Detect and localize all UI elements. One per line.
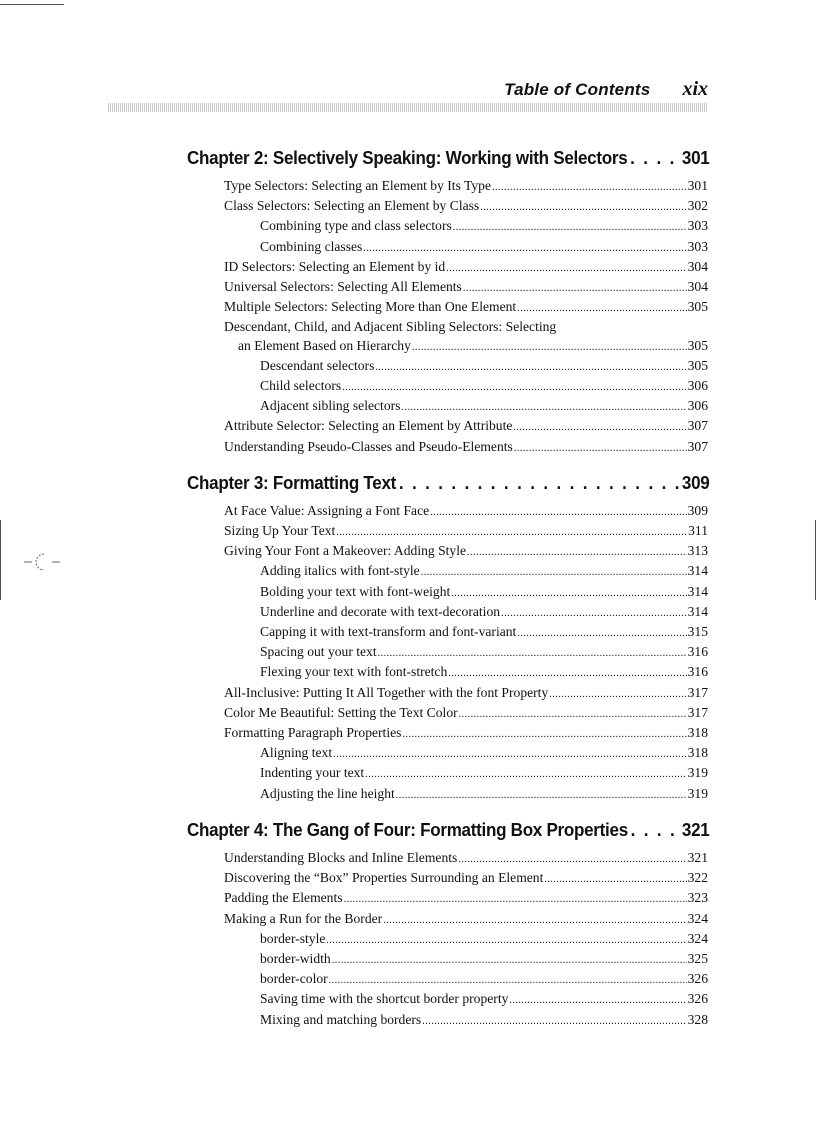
- chapter-3-group: [187, 472, 708, 805]
- entry-title: Capping it with text-transform and font-variant: [260, 624, 517, 640]
- entry-page: 307: [687, 418, 708, 434]
- entry-title: border-color: [260, 971, 328, 987]
- dot-leader: [514, 440, 687, 458]
- toc-entry[interactable]: [187, 869, 708, 889]
- entry-page: 316: [687, 664, 708, 680]
- entry-title: Indenting your text: [260, 765, 365, 781]
- header-title: Table of Contents: [504, 80, 651, 99]
- dot-leader: [421, 564, 687, 582]
- entry-title: Class Selectors: Selecting an Element by Class: [224, 198, 480, 214]
- toc-entry[interactable]: [187, 950, 708, 970]
- chapter-heading[interactable]: [187, 147, 709, 169]
- toc-entry[interactable]: [187, 318, 708, 336]
- entry-title: Adding italics with font-style: [260, 563, 420, 579]
- dot-leader: [363, 240, 686, 258]
- entry-title: Adjacent sibling selectors: [260, 398, 401, 414]
- dot-leader: [329, 972, 687, 990]
- dot-leader: [333, 746, 686, 764]
- entry-page: 305: [687, 337, 708, 353]
- entry-page: 307: [687, 438, 708, 454]
- entry-page: 324: [687, 930, 708, 946]
- dot-leader: [446, 260, 686, 278]
- entry-title: border-width: [260, 950, 331, 966]
- entry-title: Child selectors: [260, 378, 342, 394]
- toc-entry[interactable]: [187, 910, 708, 930]
- toc-entry[interactable]: [187, 849, 708, 869]
- dot-leader: [492, 179, 687, 197]
- entry-title: Giving Your Font a Makeover: Adding Style: [224, 543, 467, 559]
- entry-title: Multiple Selectors: Selecting More than One Element: [224, 299, 517, 315]
- entry-page: 314: [687, 583, 708, 599]
- entry-page: 305: [687, 357, 708, 373]
- entry-page: 326: [687, 991, 708, 1007]
- dot-leader: [453, 219, 687, 237]
- entry-title: Saving time with the shortcut border property: [260, 991, 509, 1007]
- dot-leader: [467, 544, 687, 562]
- entry-title: border-style: [260, 930, 326, 946]
- entry-page: 326: [687, 971, 708, 987]
- entry-page: 314: [687, 603, 708, 619]
- dot-leader: [448, 665, 686, 683]
- crop-mark-top: [0, 4, 64, 5]
- chapter-title: Chapter 2: Selectively Speaking: Working with Selectors: [187, 147, 628, 168]
- chapter-title: Chapter 3: Formatting Text: [187, 471, 397, 493]
- dot-leader: [451, 585, 686, 603]
- entry-page: 306: [687, 378, 708, 394]
- entry-page: 302: [687, 198, 708, 214]
- toc-entry[interactable]: [187, 562, 708, 582]
- entry-page: 303: [687, 238, 708, 254]
- dot-leader: [513, 419, 686, 437]
- toc-entry-continuation[interactable]: [187, 337, 708, 357]
- registration-mark-icon: [24, 552, 64, 572]
- dot-leader: [422, 1013, 686, 1031]
- dot-leader: [480, 199, 686, 217]
- toc-entry[interactable]: [187, 684, 708, 704]
- toc-entry[interactable]: [187, 417, 708, 437]
- toc-entry[interactable]: [187, 278, 708, 298]
- entry-page: 318: [687, 745, 708, 761]
- dot-leader: [402, 726, 686, 744]
- toc-entry[interactable]: [187, 197, 708, 217]
- dot-leader: [544, 871, 686, 889]
- entry-title: Attribute Selector: Selecting an Element by Attribute: [224, 418, 513, 434]
- toc-entry[interactable]: [187, 522, 708, 542]
- toc-entry[interactable]: [187, 724, 708, 744]
- entry-title: Flexing your text with font-stretch: [260, 664, 448, 680]
- toc-entry[interactable]: [187, 603, 708, 623]
- entry-title: Universal Selectors: Selecting All Elements: [224, 279, 462, 295]
- entry-title: ID Selectors: Selecting an Element by id: [224, 258, 446, 274]
- dot-leader: [396, 787, 687, 805]
- toc-entry[interactable]: [187, 177, 708, 197]
- toc-entry[interactable]: [187, 930, 708, 950]
- toc-entry[interactable]: [187, 298, 708, 318]
- entry-page: 319: [687, 765, 708, 781]
- dot-leader: [326, 932, 686, 950]
- toc-entry[interactable]: [187, 583, 708, 603]
- entry-title: Making a Run for the Border: [224, 910, 383, 926]
- dot-leader: [342, 379, 686, 397]
- dot-leader: [412, 339, 687, 357]
- entry-page: 305: [687, 299, 708, 315]
- dot-leader: [631, 819, 679, 841]
- toc-entry[interactable]: [187, 623, 708, 643]
- entry-title: Combining classes: [260, 238, 363, 254]
- dot-leader: [501, 605, 687, 623]
- entry-page: 321: [687, 849, 708, 865]
- entry-page: 306: [687, 398, 708, 414]
- dot-leader: [517, 625, 686, 643]
- toc-entry[interactable]: [187, 1011, 708, 1031]
- toc-entry[interactable]: [187, 357, 708, 377]
- entry-page: 324: [687, 910, 708, 926]
- dot-leader: [378, 645, 687, 663]
- chapter-page: 309: [681, 471, 710, 493]
- entry-page: 315: [687, 624, 708, 640]
- entry-title: Understanding Pseudo-Classes and Pseudo-Elements: [224, 438, 513, 454]
- dot-leader: [375, 359, 686, 377]
- dot-leader: [401, 399, 686, 417]
- dot-leader: [458, 851, 686, 869]
- dot-leader: [517, 300, 686, 318]
- entry-page: 304: [687, 279, 708, 295]
- entry-page: 323: [687, 890, 708, 906]
- entry-title: At Face Value: Assigning a Font Face: [224, 502, 430, 518]
- entry-page: 304: [687, 258, 708, 274]
- entry-page: 322: [687, 870, 708, 886]
- toc-entry[interactable]: [187, 970, 708, 990]
- entry-title: Mixing and matching borders: [260, 1011, 422, 1027]
- dot-leader: [336, 524, 687, 542]
- toc-entry[interactable]: [187, 744, 708, 764]
- dot-leader: [430, 504, 686, 522]
- dot-leader: [630, 147, 679, 169]
- dot-leader: [399, 472, 679, 494]
- entry-title: Descendant, Child, and Adjacent Sibling Selectors: Selecting: [224, 319, 557, 335]
- toc-entry[interactable]: [187, 785, 708, 805]
- header-rule: [108, 103, 708, 112]
- dot-leader: [459, 706, 687, 724]
- toc-entry[interactable]: [187, 704, 708, 724]
- toc-entry[interactable]: [187, 217, 708, 237]
- entry-title: an Element Based on Hierarchy: [238, 337, 411, 353]
- toc-entry[interactable]: [187, 258, 708, 278]
- entry-title: Bolding your text with font-weight: [260, 583, 451, 599]
- chapter-heading[interactable]: [187, 819, 709, 841]
- toc-entry[interactable]: [187, 397, 708, 417]
- entry-page: 317: [687, 684, 708, 700]
- entry-page: 317: [687, 704, 708, 720]
- entry-title: Adjusting the line height: [260, 785, 395, 801]
- toc-entry[interactable]: [187, 663, 708, 683]
- chapter-2-group: [187, 147, 708, 458]
- entry-title: Formatting Paragraph Properties: [224, 725, 402, 741]
- chapter-heading[interactable]: [187, 472, 709, 494]
- toc-entry[interactable]: [187, 542, 708, 562]
- toc-entry[interactable]: [187, 238, 708, 258]
- entry-title: Descendant selectors: [260, 357, 375, 373]
- toc-entry[interactable]: [187, 764, 708, 784]
- entry-page: 316: [687, 644, 708, 660]
- dot-leader: [549, 686, 686, 704]
- entry-title: Combining type and class selectors: [260, 218, 452, 234]
- entry-title: Aligning text: [260, 745, 333, 761]
- toc-entry[interactable]: [187, 438, 708, 458]
- toc-entry[interactable]: [187, 502, 708, 522]
- chapter-title: Chapter 4: The Gang of Four: Formatting Box Properties: [187, 818, 628, 840]
- entry-title: Color Me Beautiful: Setting the Text Color: [224, 704, 458, 720]
- chapter-page: 301: [681, 147, 710, 168]
- entry-title: Padding the Elements: [224, 890, 343, 906]
- dot-leader: [332, 952, 687, 970]
- entry-title: Type Selectors: Selecting an Element by Its Type: [224, 178, 492, 193]
- entry-title: Understanding Blocks and Inline Elements: [224, 849, 458, 865]
- entry-page: 325: [687, 950, 708, 966]
- entry-page: 301: [687, 178, 708, 193]
- table-of-contents: [187, 147, 708, 1045]
- entry-title: All-Inclusive: Putting It All Together with the font Property: [224, 684, 549, 700]
- entry-page: 313: [687, 543, 708, 559]
- dot-leader: [344, 891, 687, 909]
- entry-title: Sizing Up Your Text: [224, 523, 336, 539]
- dot-leader: [509, 992, 686, 1010]
- toc-entry[interactable]: [187, 889, 708, 909]
- dot-leader: [383, 912, 686, 930]
- running-header: [504, 78, 708, 101]
- entry-title: Underline and decorate with text-decoration: [260, 603, 501, 619]
- chapter-page: 321: [681, 818, 710, 840]
- entry-page: 328: [687, 1011, 708, 1027]
- header-page-number: xix: [682, 78, 708, 100]
- crop-mark-left: [0, 520, 1, 600]
- entry-page: 311: [688, 523, 708, 539]
- toc-entry[interactable]: [187, 377, 708, 397]
- entry-page: 319: [687, 785, 708, 801]
- chapter-4-group: [187, 819, 708, 1031]
- entry-title: Spacing out your text: [260, 644, 377, 660]
- entry-page: 314: [687, 563, 708, 579]
- entry-title: Discovering the “Box” Properties Surrounding an Element: [224, 870, 544, 886]
- entry-page: 318: [687, 725, 708, 741]
- entry-page: 309: [687, 502, 708, 518]
- dot-leader: [365, 766, 686, 784]
- entry-page: 303: [687, 218, 708, 234]
- toc-entry[interactable]: [187, 643, 708, 663]
- dot-leader: [463, 280, 687, 298]
- toc-entry[interactable]: [187, 990, 708, 1010]
